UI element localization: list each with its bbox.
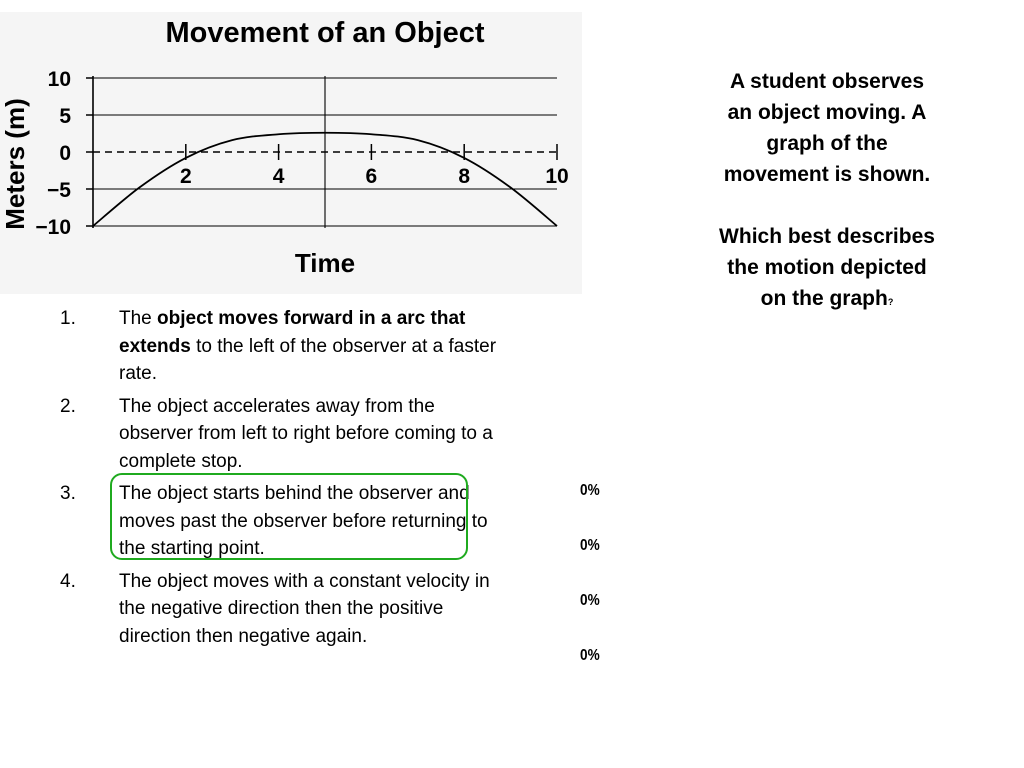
answer-number: 3. <box>60 483 76 504</box>
x-tick-label: 4 <box>272 165 285 188</box>
response-percent-4: 0% <box>580 647 600 664</box>
motion-graph <box>0 12 582 294</box>
question-prompt-text: Which best describes the motion depicted on the graph <box>719 225 935 310</box>
answer-number: 1. <box>60 308 76 329</box>
answer-text-rest: to the left of the observer at a faster rate. <box>119 335 497 384</box>
x-tick-label: 6 <box>365 165 378 188</box>
question-spacer <box>716 190 938 221</box>
answer-option-2[interactable] <box>60 393 505 476</box>
question-prompt <box>716 221 938 318</box>
answer-text: The object starts behind the observer and moves past the observer before returning to the starting point. <box>119 483 488 559</box>
response-percent-2: 0% <box>580 537 600 554</box>
tick-layer <box>35 68 568 239</box>
x-tick-label: 8 <box>458 165 471 188</box>
x-tick-label: 2 <box>179 165 192 188</box>
chart-title: Movement of an Object <box>165 17 485 49</box>
answer-text-bold: object moves forward in a arc that extends <box>119 308 466 357</box>
question-intro: A student observes an object moving. A graph of the movement is shown. <box>723 70 931 186</box>
answer-option-1[interactable] <box>60 305 505 388</box>
x-tick-label: 10 <box>545 165 569 188</box>
y-tick-label: −10 <box>35 216 71 239</box>
y-axis-label: Meters (m) <box>0 98 30 230</box>
answer-text: The object accelerates away from the observer from left to right before coming to a complete stop. <box>119 395 493 472</box>
x-axis-label: Time <box>294 248 356 278</box>
y-tick-label: 5 <box>59 105 71 128</box>
answer-option-4[interactable] <box>60 568 505 651</box>
y-tick-label: 0 <box>59 142 71 165</box>
chart-svg <box>0 12 582 294</box>
answer-number: 2. <box>60 395 76 417</box>
response-percent-3: 0% <box>580 592 600 609</box>
y-tick-label: 10 <box>47 68 71 91</box>
response-percent-1: 0% <box>580 482 600 499</box>
question-panel <box>716 66 938 318</box>
answer-text: The object moves with a constant velocity in the negative direction then the positive direction then negative again. <box>119 570 490 647</box>
answer-text <box>119 305 505 388</box>
question-mark: ? <box>887 297 894 307</box>
answer-number: 4. <box>60 570 76 592</box>
answer-text-prefix: The <box>119 308 158 329</box>
y-tick-label: −5 <box>47 179 71 202</box>
correct-answer-highlight <box>110 473 468 560</box>
